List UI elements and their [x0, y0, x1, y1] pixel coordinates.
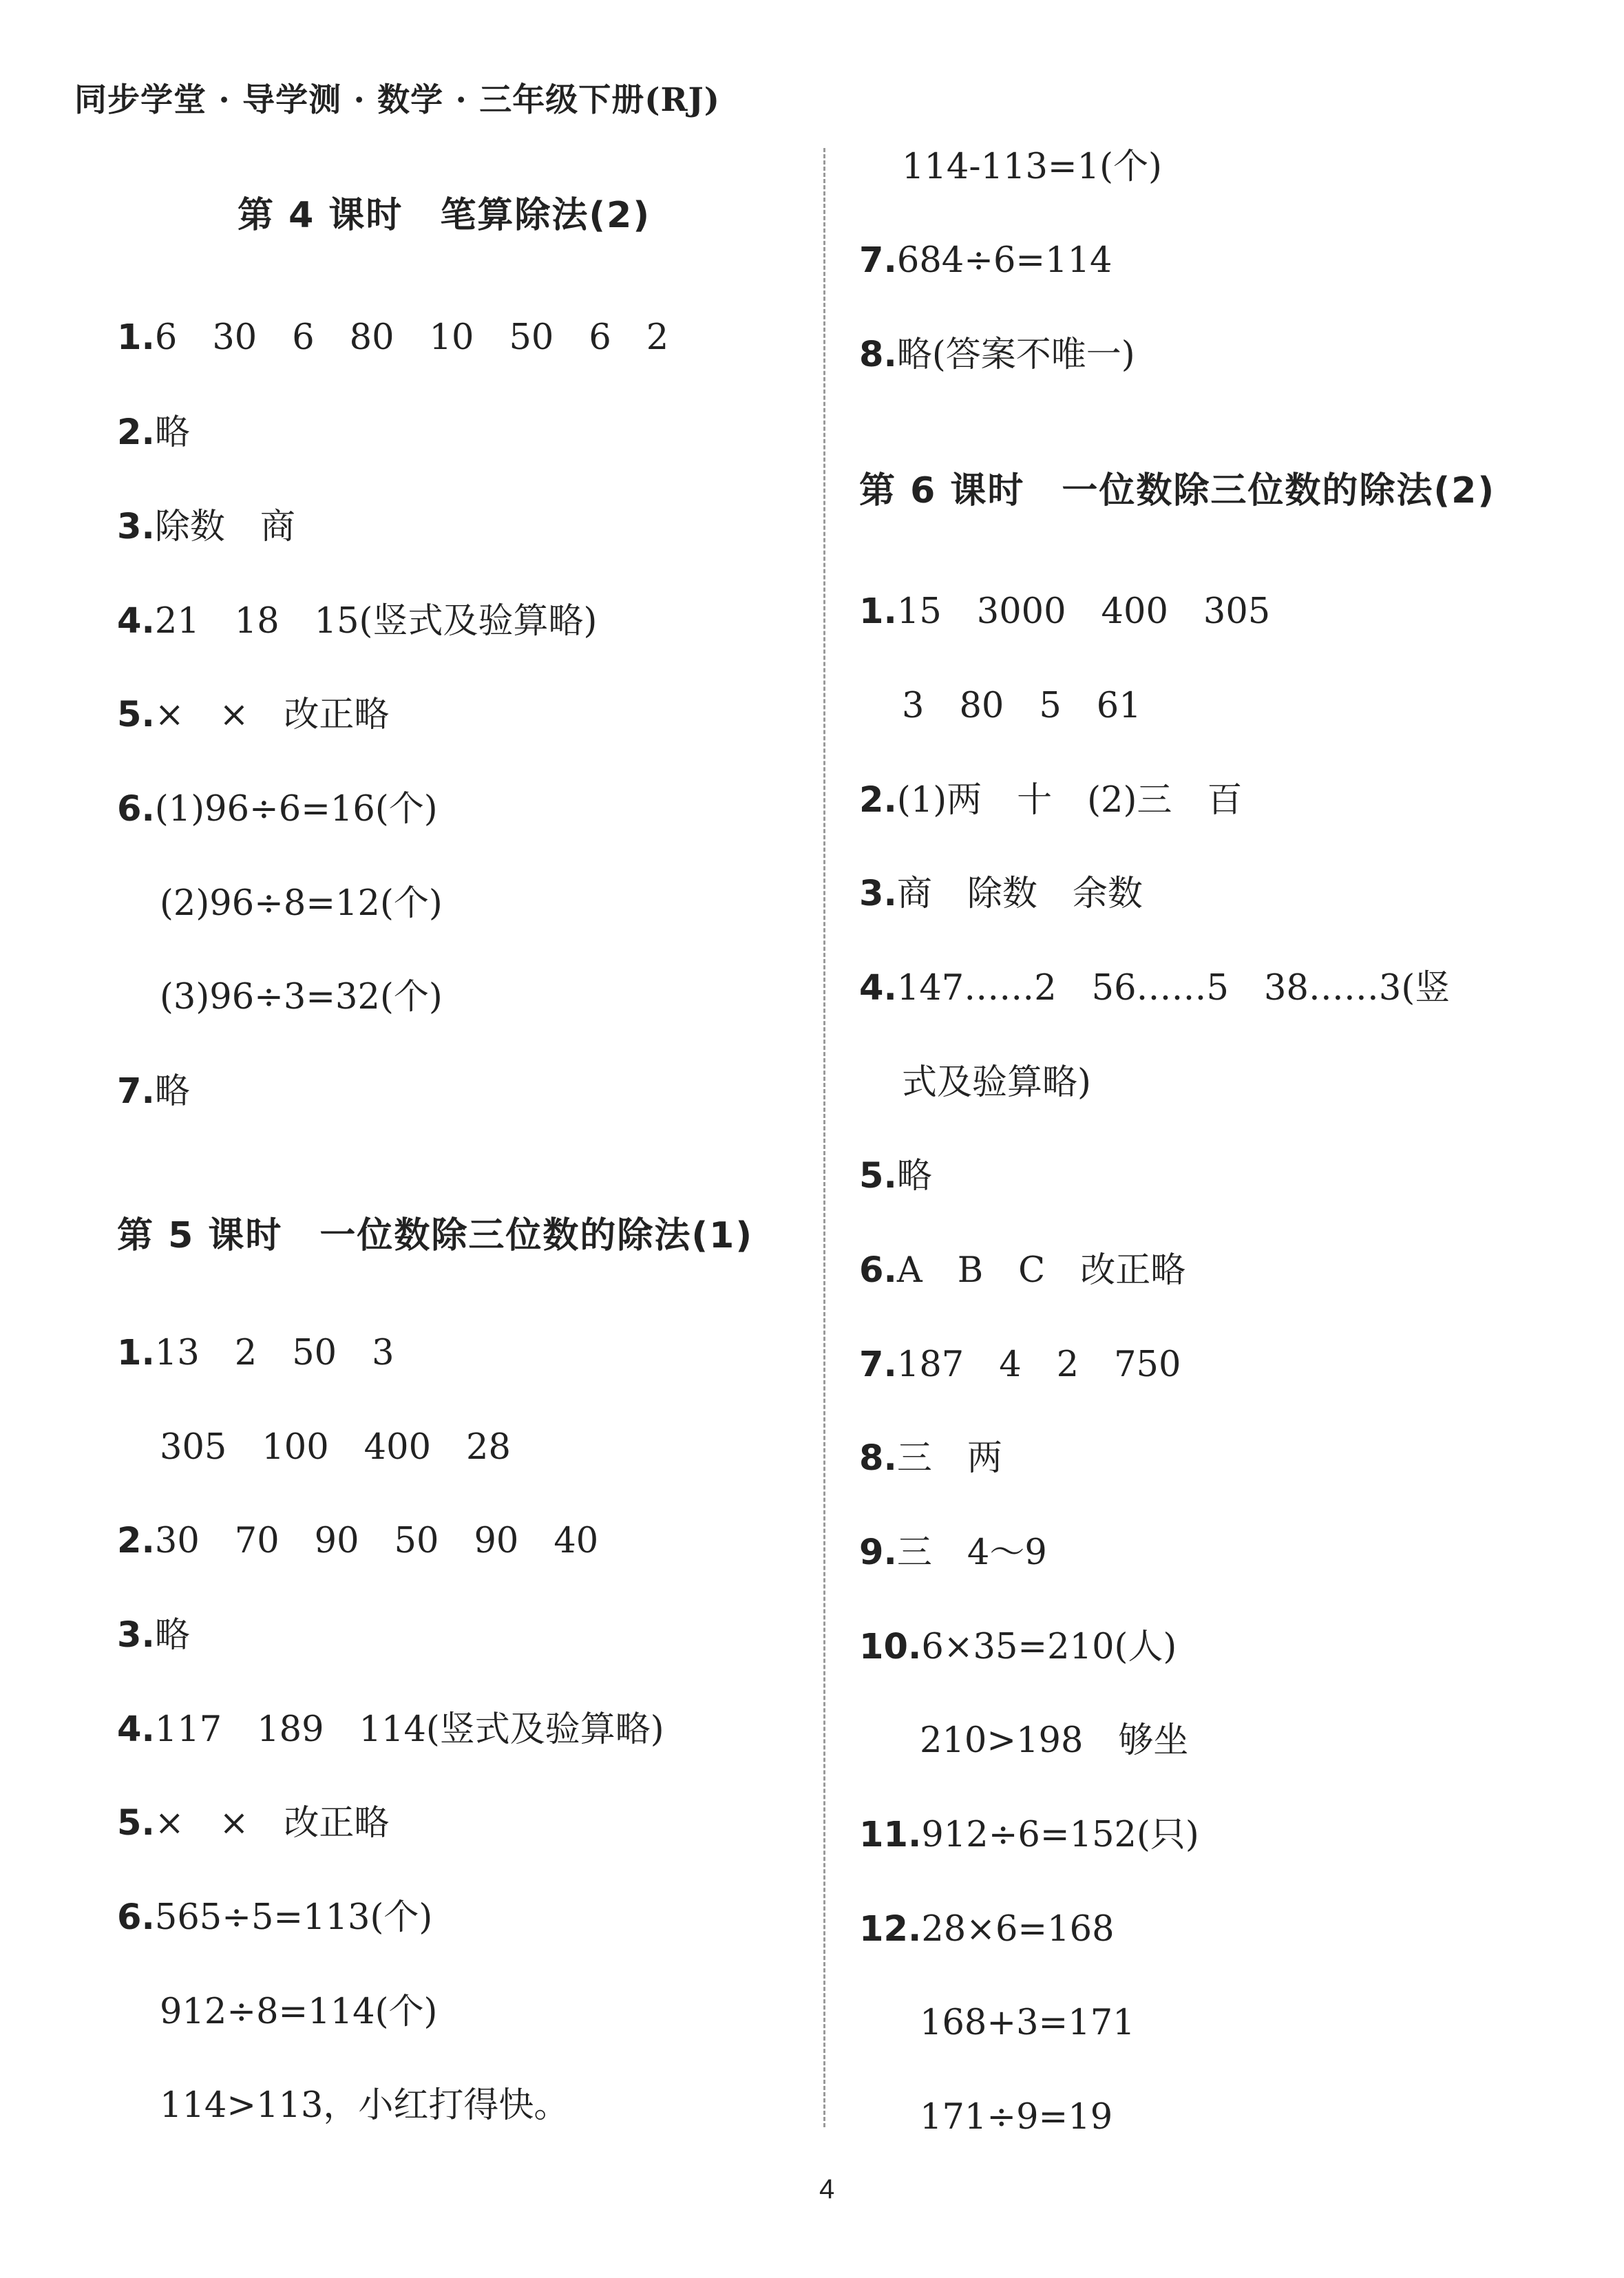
- answer-line: 171÷9=19: [920, 2097, 1113, 2138]
- answer-line: 9.三 4～9: [859, 1532, 1047, 1573]
- answer-line: 4.21 18 15(竖式及验算略): [117, 601, 598, 642]
- answer-line: 210>198 够坐: [920, 1720, 1189, 1761]
- answer-line: 7.187 4 2 750: [859, 1344, 1181, 1385]
- answer-line: 114>113，小红打得快。: [160, 2085, 569, 2126]
- answer-line: 6.565÷5=113(个): [117, 1897, 433, 1938]
- answer-line: 912÷8=114(个): [160, 1992, 438, 2032]
- answer-line: 1.13 2 50 3: [117, 1333, 394, 1373]
- answer-line: 3.除数 商: [117, 507, 295, 547]
- page-number: 4: [819, 2174, 835, 2204]
- answer-line: 2.略: [117, 412, 190, 453]
- answer-line: 4.117 189 114(竖式及验算略): [117, 1709, 664, 1750]
- lesson6-title: 第 6 课时 一位数除三位数的除法(2): [859, 470, 1496, 512]
- answer-line: 114-113=1(个): [902, 147, 1162, 187]
- answer-line: 5.× × 改正略: [117, 695, 390, 735]
- answer-line: 8.三 两: [859, 1438, 1002, 1479]
- lesson4-title: 第 4 课时 笔算除法(2): [238, 195, 651, 236]
- answer-line: 5.× × 改正略: [117, 1803, 390, 1844]
- answer-line: 4.147……2 56……5 38……3(竖: [859, 968, 1451, 1009]
- answer-line: 8.略(答案不唯一): [859, 335, 1135, 375]
- page-header: 同步学堂 · 导学测 · 数学 · 三年级下册(RJ): [74, 81, 721, 119]
- lesson5-title: 第 5 课时 一位数除三位数的除法(1): [117, 1215, 754, 1256]
- answer-line: 1.15 3000 400 305: [859, 591, 1271, 632]
- answer-line: 5.略: [859, 1156, 932, 1196]
- answer-line: 7.略: [117, 1071, 190, 1112]
- answer-line: (3)96÷3=32(个): [160, 977, 443, 1017]
- answer-line: 305 100 400 28: [160, 1427, 511, 1468]
- answer-line: 式及验算略): [902, 1062, 1091, 1103]
- answer-line: 2.30 70 90 50 90 40: [117, 1521, 599, 1561]
- answer-line: 6.(1)96÷6=16(个): [117, 789, 438, 830]
- answer-line: 6.A B C 改正略: [859, 1250, 1186, 1291]
- answer-line: 168+3=171: [920, 2003, 1135, 2043]
- answer-line: 2.(1)两 十 (2)三 百: [859, 780, 1243, 821]
- answer-line: (2)96÷8=12(个): [160, 883, 443, 924]
- answer-line: 3.商 除数 余数: [859, 874, 1143, 914]
- answer-line: 12.28×6=168: [859, 1909, 1115, 1950]
- answer-line: 3 80 5 61: [902, 686, 1141, 726]
- answer-line: 1.6 30 6 80 10 50 6 2: [117, 317, 669, 358]
- answer-line: 10.6×35=210(人): [859, 1627, 1177, 1667]
- column-divider: [823, 148, 825, 2127]
- answer-line: 11.912÷6=152(只): [859, 1815, 1199, 1855]
- answer-line: 7.684÷6=114: [859, 240, 1112, 281]
- answer-line: 3.略: [117, 1615, 190, 1656]
